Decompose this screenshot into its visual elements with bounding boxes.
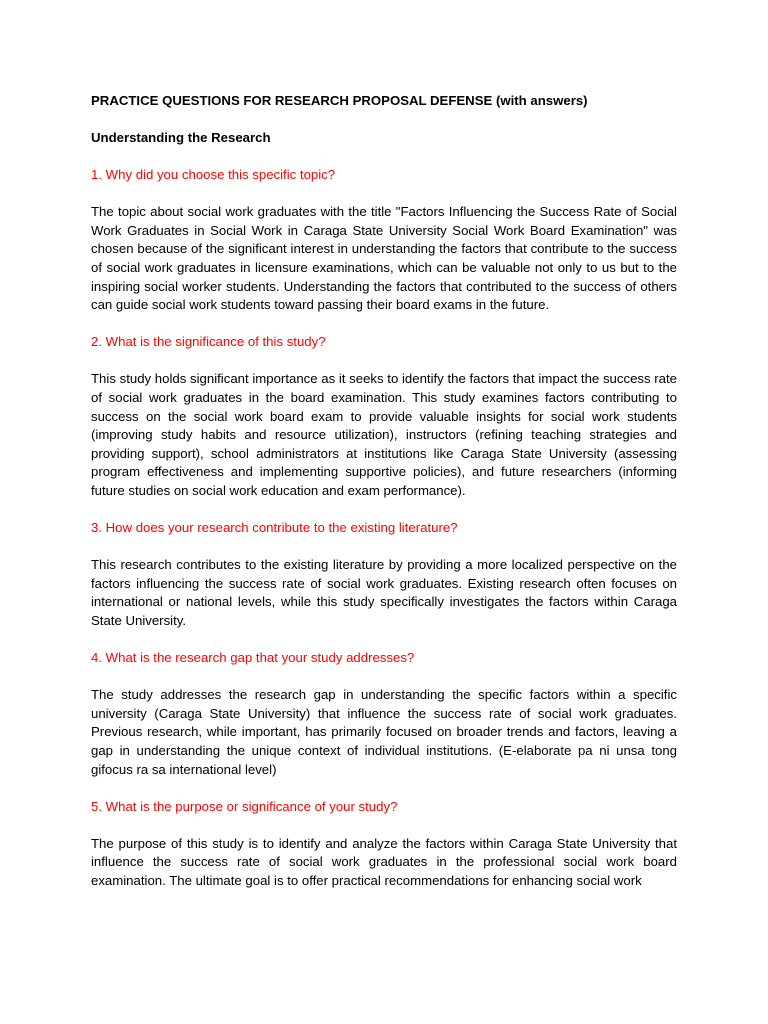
question-4: 4. What is the research gap that your study addresses?: [91, 650, 415, 666]
answer-4: The study addresses the research gap in understanding the specific factors within a specific university (Caraga State University) that influence the success rate of social work graduates. Previous research, while important, has primarily focused on broader trends and factors, leaving a gap in understanding the unique context of individual institutions. (E-elaborate pa ni unsa tong gifocus ra sa international level): [91, 687, 677, 777]
section-heading: Understanding the Research: [91, 130, 271, 146]
answer-5: The purpose of this study is to identify and analyze the factors within Caraga State University that influence the success rate of social work graduates in the professional social work board examination. The ultimate goal is to offer practical recommendations for enhancing social work: [91, 835, 677, 888]
question-3: 3. How does your research contribute to the existing literature?: [91, 520, 458, 536]
question-2: 2. What is the significance of this study?: [91, 334, 326, 350]
document-title: PRACTICE QUESTIONS FOR RESEARCH PROPOSAL DEFENSE (with answers): [91, 93, 588, 108]
document-body: [91, 92, 677, 891]
question-1: 1. Why did you choose this specific topic?: [91, 167, 336, 183]
answer-3: This research contributes to the existing literature by providing a more localized perspective on the factors influencing the success rate of social work graduates. Existing research often focuses on international or national levels, while this study specifically investigates the factors within Caraga State University.: [91, 557, 677, 628]
question-5: 5. What is the purpose or significance of your study?: [91, 798, 398, 814]
answer-2: This study holds significant importance as it seeks to identify the factors that impact the success rate of social work graduates in the board examination. This study examines factors contributing to success on the social work board exam to provide valuable insights for social work students (improving study habits and resource utilization), instructors (refining teaching strategies and providing support), school administrators at institutions like Caraga State University (assessing program effectiveness and implementing supportive policies), and future researchers (informing future studies on social work education and exam performance).: [91, 371, 677, 498]
answer-1: The topic about social work graduates with the title "Factors Influencing the Success Rate of Social Work Graduates in Social Work in Caraga State University Social Work Board Examination" was chosen because of the significant interest in understanding the factors that contribute to the success of social work graduates in licensure examinations, which can be valuable not only to us but to the inspiring social worker students. Understanding the factors that contributed to the success of others can guide social work students toward passing their board exams in the future.: [91, 204, 677, 313]
